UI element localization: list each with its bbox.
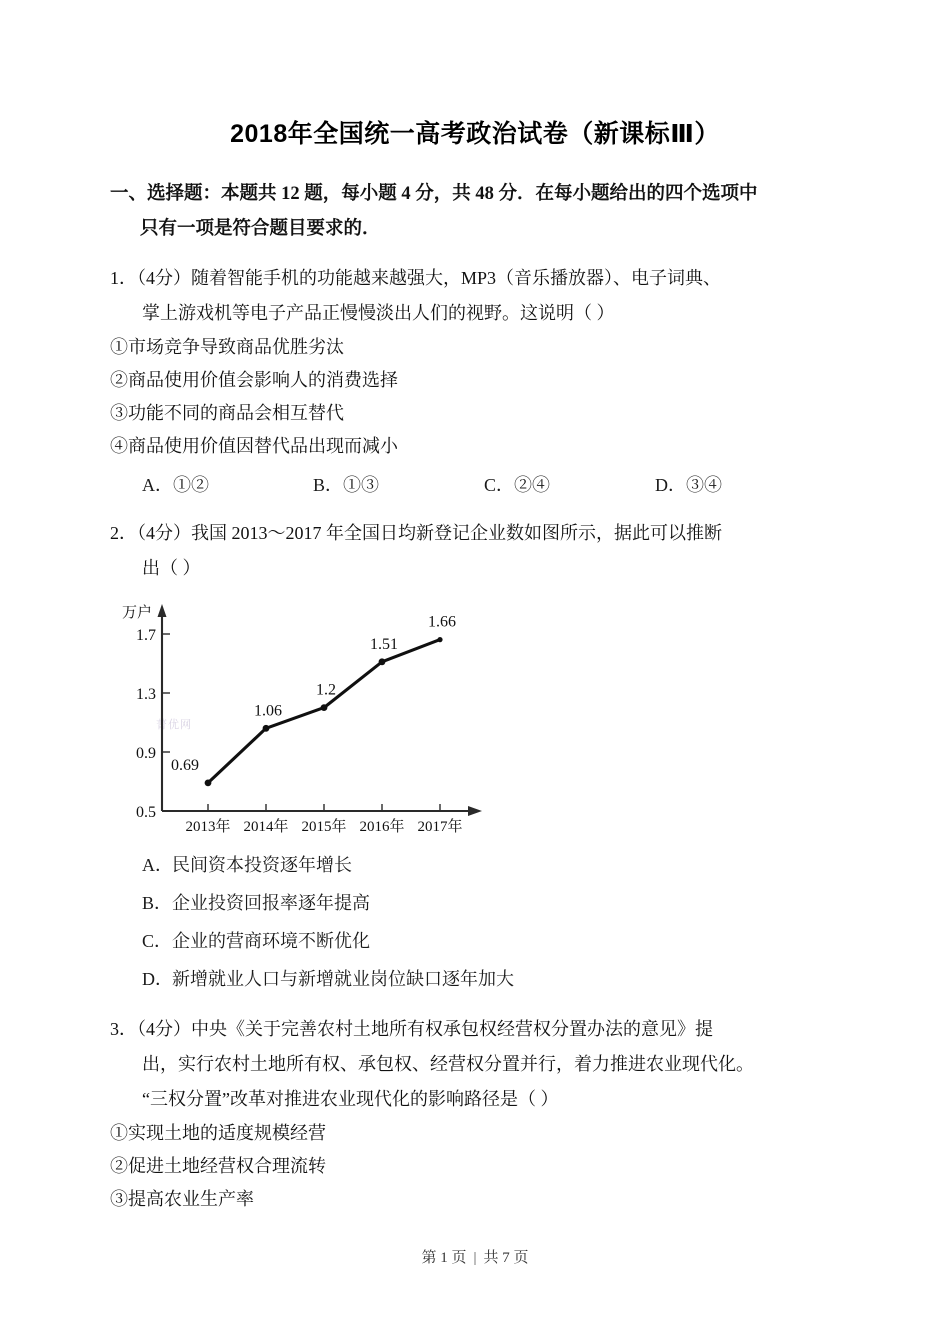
question-3-stem — [110, 1012, 840, 1117]
question-2-option-d[interactable] — [142, 960, 840, 998]
footer-current-page: 第 1 页 — [421, 1250, 467, 1266]
question-3-sub-item-2: ②促进土地经营权合理流转 — [110, 1155, 326, 1176]
chart-unit-label: 万户 — [122, 604, 153, 621]
chart-marker-2013年 — [205, 779, 212, 786]
chart-x-label-2015年: 2015年 — [301, 818, 347, 835]
question-1-sub-item-4: ④商品使用价值因替代品出现而减小 — [110, 435, 398, 456]
footer-total-pages: 共 7 页 — [483, 1250, 529, 1266]
chart-marker-2015年 — [321, 704, 328, 711]
question-2-number: 2． — [110, 522, 137, 543]
question-3-number: 3． — [110, 1018, 137, 1039]
question-2-chart — [110, 598, 840, 838]
question-3-sub-item-1: ①实现土地的适度规模经营 — [110, 1122, 326, 1143]
section-heading-line-1: 一、选择题：本题共 12 题，每小题 4 分，共 48 分．在每小题给出的四个选项中 — [110, 183, 758, 204]
question-2-option-a-label: A． — [142, 854, 173, 875]
question-2-option-c[interactable] — [142, 922, 840, 960]
chart-marker-2017年 — [437, 637, 442, 642]
section-heading-line-2: 只有一项是符合题目要求的． — [140, 218, 381, 239]
page-title: 2018年全国统一高考政治试卷（新课标Ⅲ） — [230, 120, 720, 148]
chart-watermark: 菁优网 — [156, 718, 192, 731]
question-3-stem-line-2: 出，实行农村土地所有权、承包权、经营权分置并行，着力推进农业现代化。 — [142, 1053, 754, 1074]
question-2-stem-text-1: （4分）我国 2013～2017 年全国日均新登记企业数如图所示，据此可以推断 — [137, 522, 722, 543]
question-3-sub-items — [110, 1117, 840, 1216]
section-heading — [110, 177, 840, 247]
chart-point-labels — [171, 613, 456, 773]
question-1-option-c[interactable]: C．②④ — [484, 474, 551, 495]
chart-x-axis-labels — [185, 817, 462, 835]
chart-y-tick-label-3: 1.7 — [136, 626, 156, 644]
question-1-stem — [110, 261, 840, 331]
question-2-stem-line-2: 出（ ） — [142, 557, 201, 578]
question-1-stem-line-1 — [110, 261, 840, 296]
question-2-option-a[interactable] — [142, 846, 840, 884]
line-chart-svg — [118, 598, 548, 838]
question-1-option-d[interactable]: D．③④ — [655, 474, 722, 495]
chart-value-label-2015年: 1.2 — [316, 681, 336, 699]
question-2-option-b[interactable] — [142, 884, 840, 922]
question-1 — [110, 261, 840, 502]
chart-value-label-2014年: 1.06 — [254, 701, 282, 719]
chart-value-label-2016年: 1.51 — [370, 635, 398, 653]
chart-x-label-2017年: 2017年 — [417, 818, 463, 835]
question-1-option-b[interactable]: B．①③ — [313, 474, 380, 495]
question-1-sub-item-1: ①市场竞争导致商品优胜劣汰 — [110, 336, 344, 357]
chart-value-label-2017年: 1.66 — [428, 613, 456, 631]
question-3-stem-line-1 — [110, 1012, 840, 1047]
footer-separator: | — [473, 1250, 477, 1266]
chart-value-label-2013年: 0.69 — [171, 756, 199, 774]
question-1-stem-text-1: （4分）随着智能手机的功能越来越强大，MP3（音乐播放器）、电子词典、 — [137, 267, 722, 288]
question-2-options — [110, 846, 840, 998]
question-3-stem-line-3: “三权分置”改革对推进农业现代化的影响路径是（ ） — [142, 1088, 559, 1109]
question-2-option-c-label: C． — [142, 930, 173, 951]
question-1-options — [110, 468, 840, 502]
chart-marker-2014年 — [263, 724, 270, 731]
question-2-stem-line-1 — [110, 516, 840, 551]
question-3 — [110, 1012, 840, 1216]
question-1-sub-item-2: ②商品使用价值会影响人的消费选择 — [110, 369, 398, 390]
chart-x-axis-arrow — [468, 806, 482, 816]
question-3-stem-text-1: （4分）中央《关于完善农村土地所有权承包权经营权分置办法的意见》提 — [137, 1018, 713, 1039]
page-footer — [0, 1246, 950, 1267]
chart-x-label-2016年: 2016年 — [359, 818, 405, 835]
chart-marker-2016年 — [379, 658, 386, 665]
question-2-option-a-text: 民间资本投资逐年增长 — [172, 854, 352, 875]
question-2 — [110, 516, 840, 998]
question-2-option-b-label: B． — [142, 892, 173, 913]
chart-y-tick-label-1: 0.9 — [136, 744, 156, 762]
chart-y-tick-label-2: 1.3 — [136, 685, 156, 703]
question-1-number: 1． — [110, 267, 137, 288]
chart-data-markers — [205, 637, 443, 786]
question-1-sub-item-3: ③功能不同的商品会相互替代 — [110, 402, 344, 423]
question-2-stem — [110, 516, 840, 586]
chart-y-ticks — [136, 627, 170, 821]
chart-series-line — [208, 639, 440, 782]
question-2-option-b-text: 企业投资回报率逐年提高 — [172, 892, 370, 913]
question-1-sub-items — [110, 331, 840, 463]
question-1-stem-line-2: 掌上游戏机等电子产品正慢慢淡出人们的视野。这说明（ ） — [142, 302, 615, 323]
question-1-option-a[interactable]: A．①② — [142, 474, 209, 495]
chart-x-label-2014年: 2014年 — [243, 818, 289, 835]
question-2-option-c-text: 企业的营商环境不断优化 — [172, 930, 370, 951]
question-2-option-d-text: 新增就业人口与新增就业岗位缺口逐年加大 — [172, 968, 514, 989]
chart-y-tick-label-0: 0.5 — [136, 803, 156, 821]
chart-y-axis-arrow — [158, 604, 167, 617]
question-2-option-d-label: D． — [142, 968, 173, 989]
chart-x-label-2013年: 2013年 — [185, 818, 231, 835]
question-3-sub-item-3: ③提高农业生产率 — [110, 1188, 254, 1209]
